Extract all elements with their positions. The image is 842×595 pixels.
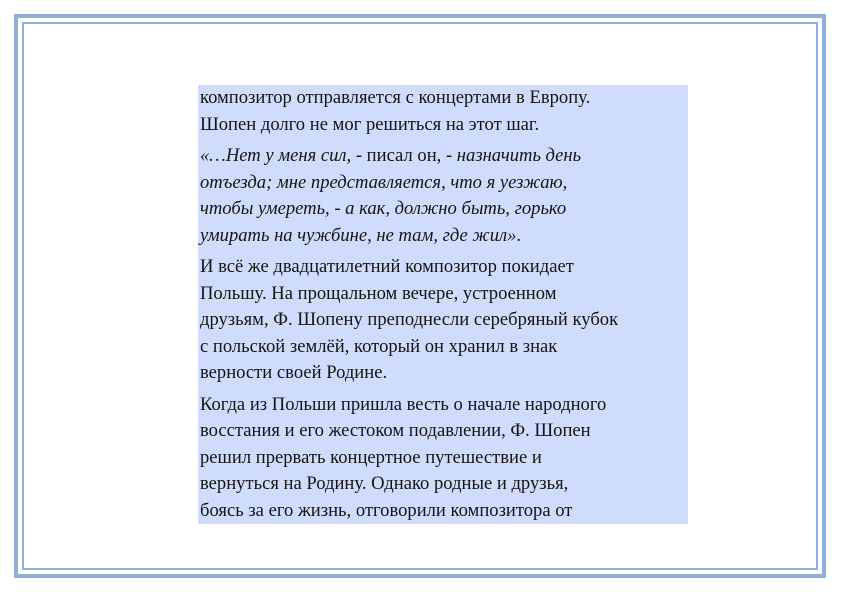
quote-attribution: - писал он, xyxy=(351,145,446,166)
paragraph-1 xyxy=(200,85,688,138)
text-line: Польшу. На прощальном вечере, устроенном xyxy=(200,282,557,304)
quote-fragment: «…Нет у меня сил, xyxy=(200,145,352,166)
text-line: Шопен долго не мог решиться на этот шаг. xyxy=(200,113,540,135)
paragraph-quote xyxy=(200,143,688,249)
text-line: с польской землёй, который он хранил в знак xyxy=(200,335,558,357)
text-line: вернуться на Родину. Однако родные и друзья, xyxy=(200,473,569,494)
text-line: решил прервать концертное путешествие и xyxy=(200,446,542,468)
quote-line: чтобы умереть, - а как, должно быть, горько xyxy=(200,198,567,219)
quote-line: отъезда; мне представляется, что я уезжаю, xyxy=(200,171,568,193)
quote-fragment: - назначить день xyxy=(445,145,582,166)
quote-line xyxy=(200,143,688,170)
text-line: боясь за его жизнь, отговорили композитора от xyxy=(200,499,573,521)
quote-end-punctuation: . xyxy=(516,224,522,246)
text-line: композитор отправляется с концертами в Европу. xyxy=(200,87,591,108)
quote-line xyxy=(200,223,688,250)
text-line: друзьям, Ф. Шопену преподнесли серебряный кубок xyxy=(200,309,619,330)
text-line: верности своей Родине. xyxy=(200,362,388,383)
paragraph-4 xyxy=(200,392,688,525)
text-line: восстания и его жестоком подавлении, Ф. Шопен xyxy=(200,420,591,441)
text-line: И всё же двадцатилетний композитор покидает xyxy=(200,256,574,277)
text-block xyxy=(198,85,688,524)
quote-fragment: умирать на чужбине, не там, где жил» xyxy=(200,224,517,246)
paragraph-3 xyxy=(200,254,688,387)
text-line: Когда из Польши пришла весть о начале народного xyxy=(200,393,607,415)
